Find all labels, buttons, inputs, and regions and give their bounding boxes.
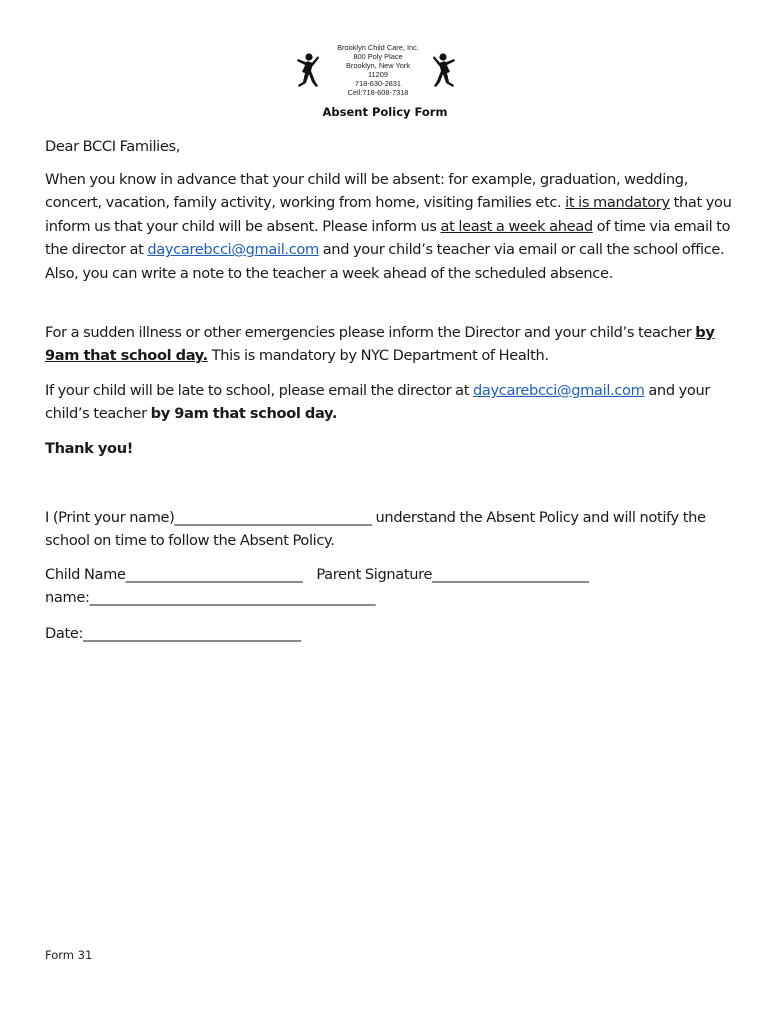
name-field[interactable]: __________________________________________: [89, 589, 376, 607]
letterhead-line: 800 Poly Place: [353, 51, 403, 61]
text-run: and your child’s teacher via email or call the school office. Also, you can write a note to the teacher a week ahead of the scheduled absence.: [45, 241, 725, 282]
text-run: that you inform us that your child will be absent. Please inform us: [45, 194, 732, 235]
parent-signature-field[interactable]: _______________________: [432, 566, 589, 583]
child-figure-icon: [294, 52, 320, 88]
child-name-label: Child Name: [45, 566, 126, 583]
letterhead-address: [326, 44, 430, 97]
letterhead-line: Cell:718-608-7318: [347, 87, 409, 97]
print-name-field[interactable]: _____________________________: [174, 509, 372, 526]
form-number: Form 31: [45, 948, 93, 962]
deadline-bold: by 9am that school day.: [150, 405, 338, 423]
parent-signature-label: Parent Signature: [316, 566, 433, 583]
letterhead-line: 718-630-2831: [354, 78, 402, 88]
text-run: For a sudden illness or other emergencies please inform the Director and your child’s teacher: [45, 324, 696, 341]
text-run: understand the Absent Policy and will notify the school on time to follow the Absent Policy.: [45, 509, 706, 550]
text-run: This is mandatory by NYC Department of Health.: [207, 347, 549, 365]
deadline-bold: by 9am that school day.: [45, 324, 715, 365]
director-email-link[interactable]: daycarebcci@gmail.com: [473, 382, 645, 399]
letterhead-line: Brooklyn, New York: [345, 60, 411, 70]
letterhead-line: 11209: [367, 69, 388, 79]
week-ahead-underline: at least a week ahead: [440, 217, 593, 235]
date-row: [45, 622, 735, 645]
mandatory-underline: it is mandatory: [565, 194, 670, 212]
child-name-field[interactable]: __________________________: [125, 566, 303, 583]
paragraph-late: [45, 379, 735, 426]
greeting: [45, 135, 735, 158]
child-figure-icon: [432, 52, 458, 88]
date-field[interactable]: ________________________________: [83, 625, 301, 642]
text-run: and your child’s teacher: [45, 382, 711, 423]
letterhead-line: Brooklyn Child Care, Inc.: [337, 43, 419, 52]
acknowledgement: [45, 506, 735, 553]
date-label: Date:: [45, 625, 84, 642]
thanks: [45, 437, 735, 460]
print-name-label: I (Print your name): [45, 509, 175, 526]
paragraph-advance-absence: [45, 168, 735, 285]
paragraph-sudden-illness: [45, 321, 735, 368]
text-run: If your child will be late to school, please email the director at: [45, 382, 474, 399]
signature-fields: [45, 563, 735, 610]
name-label: name:: [45, 589, 90, 607]
director-email-link[interactable]: daycarebcci@gmail.com: [147, 241, 319, 259]
text-run: When you know in advance that your child will be absent: for example, graduation, wedding, concert, vacation, family activity, working from home, visiting families etc.: [45, 171, 689, 212]
thanks-text: Thank you!: [45, 440, 134, 457]
greeting-text: Dear BCCI Families,: [45, 138, 181, 155]
letterhead: [290, 44, 466, 104]
form-title: Absent Policy Form: [322, 105, 448, 119]
text-run: of time via email to the director at: [45, 217, 731, 259]
